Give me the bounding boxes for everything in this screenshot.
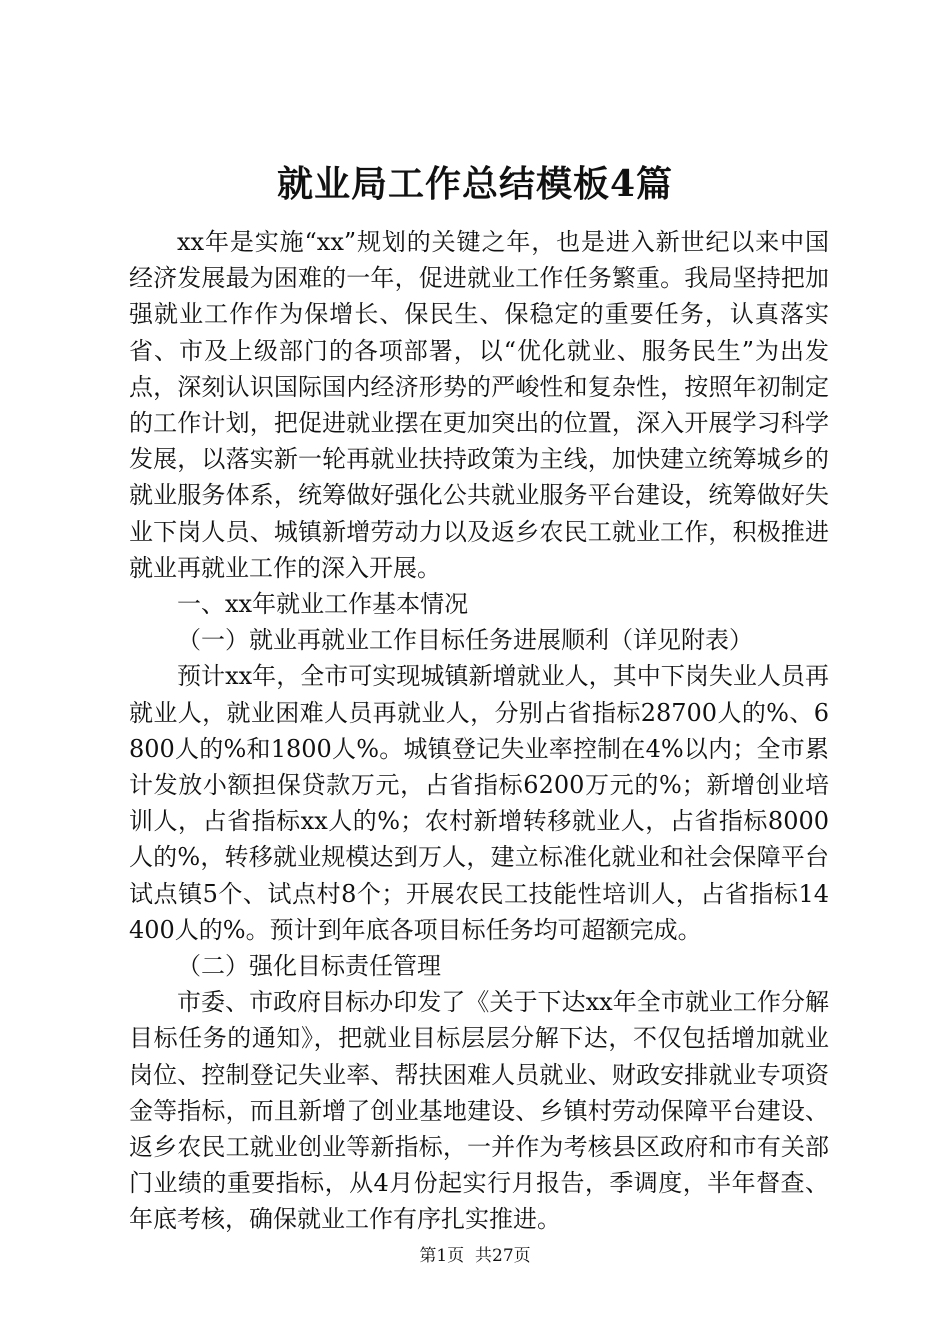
responsibility-paragraph: 市委、市政府目标办印发了《关于下达xx年全市就业工作分解目标任务的通知》，把就业目标层层分解下达，不仅包括增加就业岗位、控制登记失业率、帮扶困难人员就业、财政安排就业专项资金等指标，而且新增了创业基地建设、乡镇村劳动保障平台建设、返乡农民工就业创业等新指标，一并作为考核县区政府和市有关部门业绩的重要指标，从4月份起实行月报告，季调度，半年督查、年底考核，确保就业工作有序扎实推进。 [129, 988, 829, 1234]
page-total: 共27页 [475, 1246, 531, 1266]
document-title: 就业局工作总结模板4篇 [276, 163, 674, 205]
document-body [129, 224, 829, 1238]
intro-paragraph: xx年是实施“xx”规划的关键之年，也是进入新世纪以来中国经济发展最为困难的一年，促进就业工作任务繁重。我局坚持把加强就业工作作为保增长、保民生、保稳定的重要任务，认真落实省、市及上级部门的各项部署，以“优化就业、服务民生”为出发点，深刻认识国际国内经济形势的严峻性和复杂性，按照年初制定的工作计划，把促进就业摆在更加突出的位置，深入开展学习科学发展，以落实新一轮再就业扶持政策为主线，加快建立统筹城乡的就业服务体系，统筹做好强化公共就业服务平台建设，统筹做好失业下岗人员、城镇新增劳动力以及返乡农民工就业工作，积极推进就业再就业工作的深入开展。 [129, 228, 829, 582]
page-footer [0, 1244, 950, 1268]
section-heading-1: 一、xx年就业工作基本情况 [177, 590, 469, 619]
page-number: 第1页 [419, 1246, 465, 1266]
subsection-heading-1: （一）就业再就业工作目标任务进展顺利（详见附表） [177, 626, 753, 655]
progress-paragraph: 预计xx年，全市可实现城镇新增就业人，其中下岗失业人员再就业人，就业困难人员再就业人，分别占省指标28700人的%、6800人的%和1800人%。城镇登记失业率控制在4%以内；全市累计发放小额担保贷款万元，占省指标6200万元的%；新增创业培训人，占省指标xx人的%；农村新增转移就业人，占省指标8000人的%，转移就业规模达到万人，建立标准化就业和社会保障平台试点镇5个、试点村8个；开展农民工技能性培训人，占省指标14400人的%。预计到年底各项目标任务均可超额完成。 [129, 662, 829, 944]
subsection-heading-2: （二）强化目标责任管理 [177, 952, 441, 981]
